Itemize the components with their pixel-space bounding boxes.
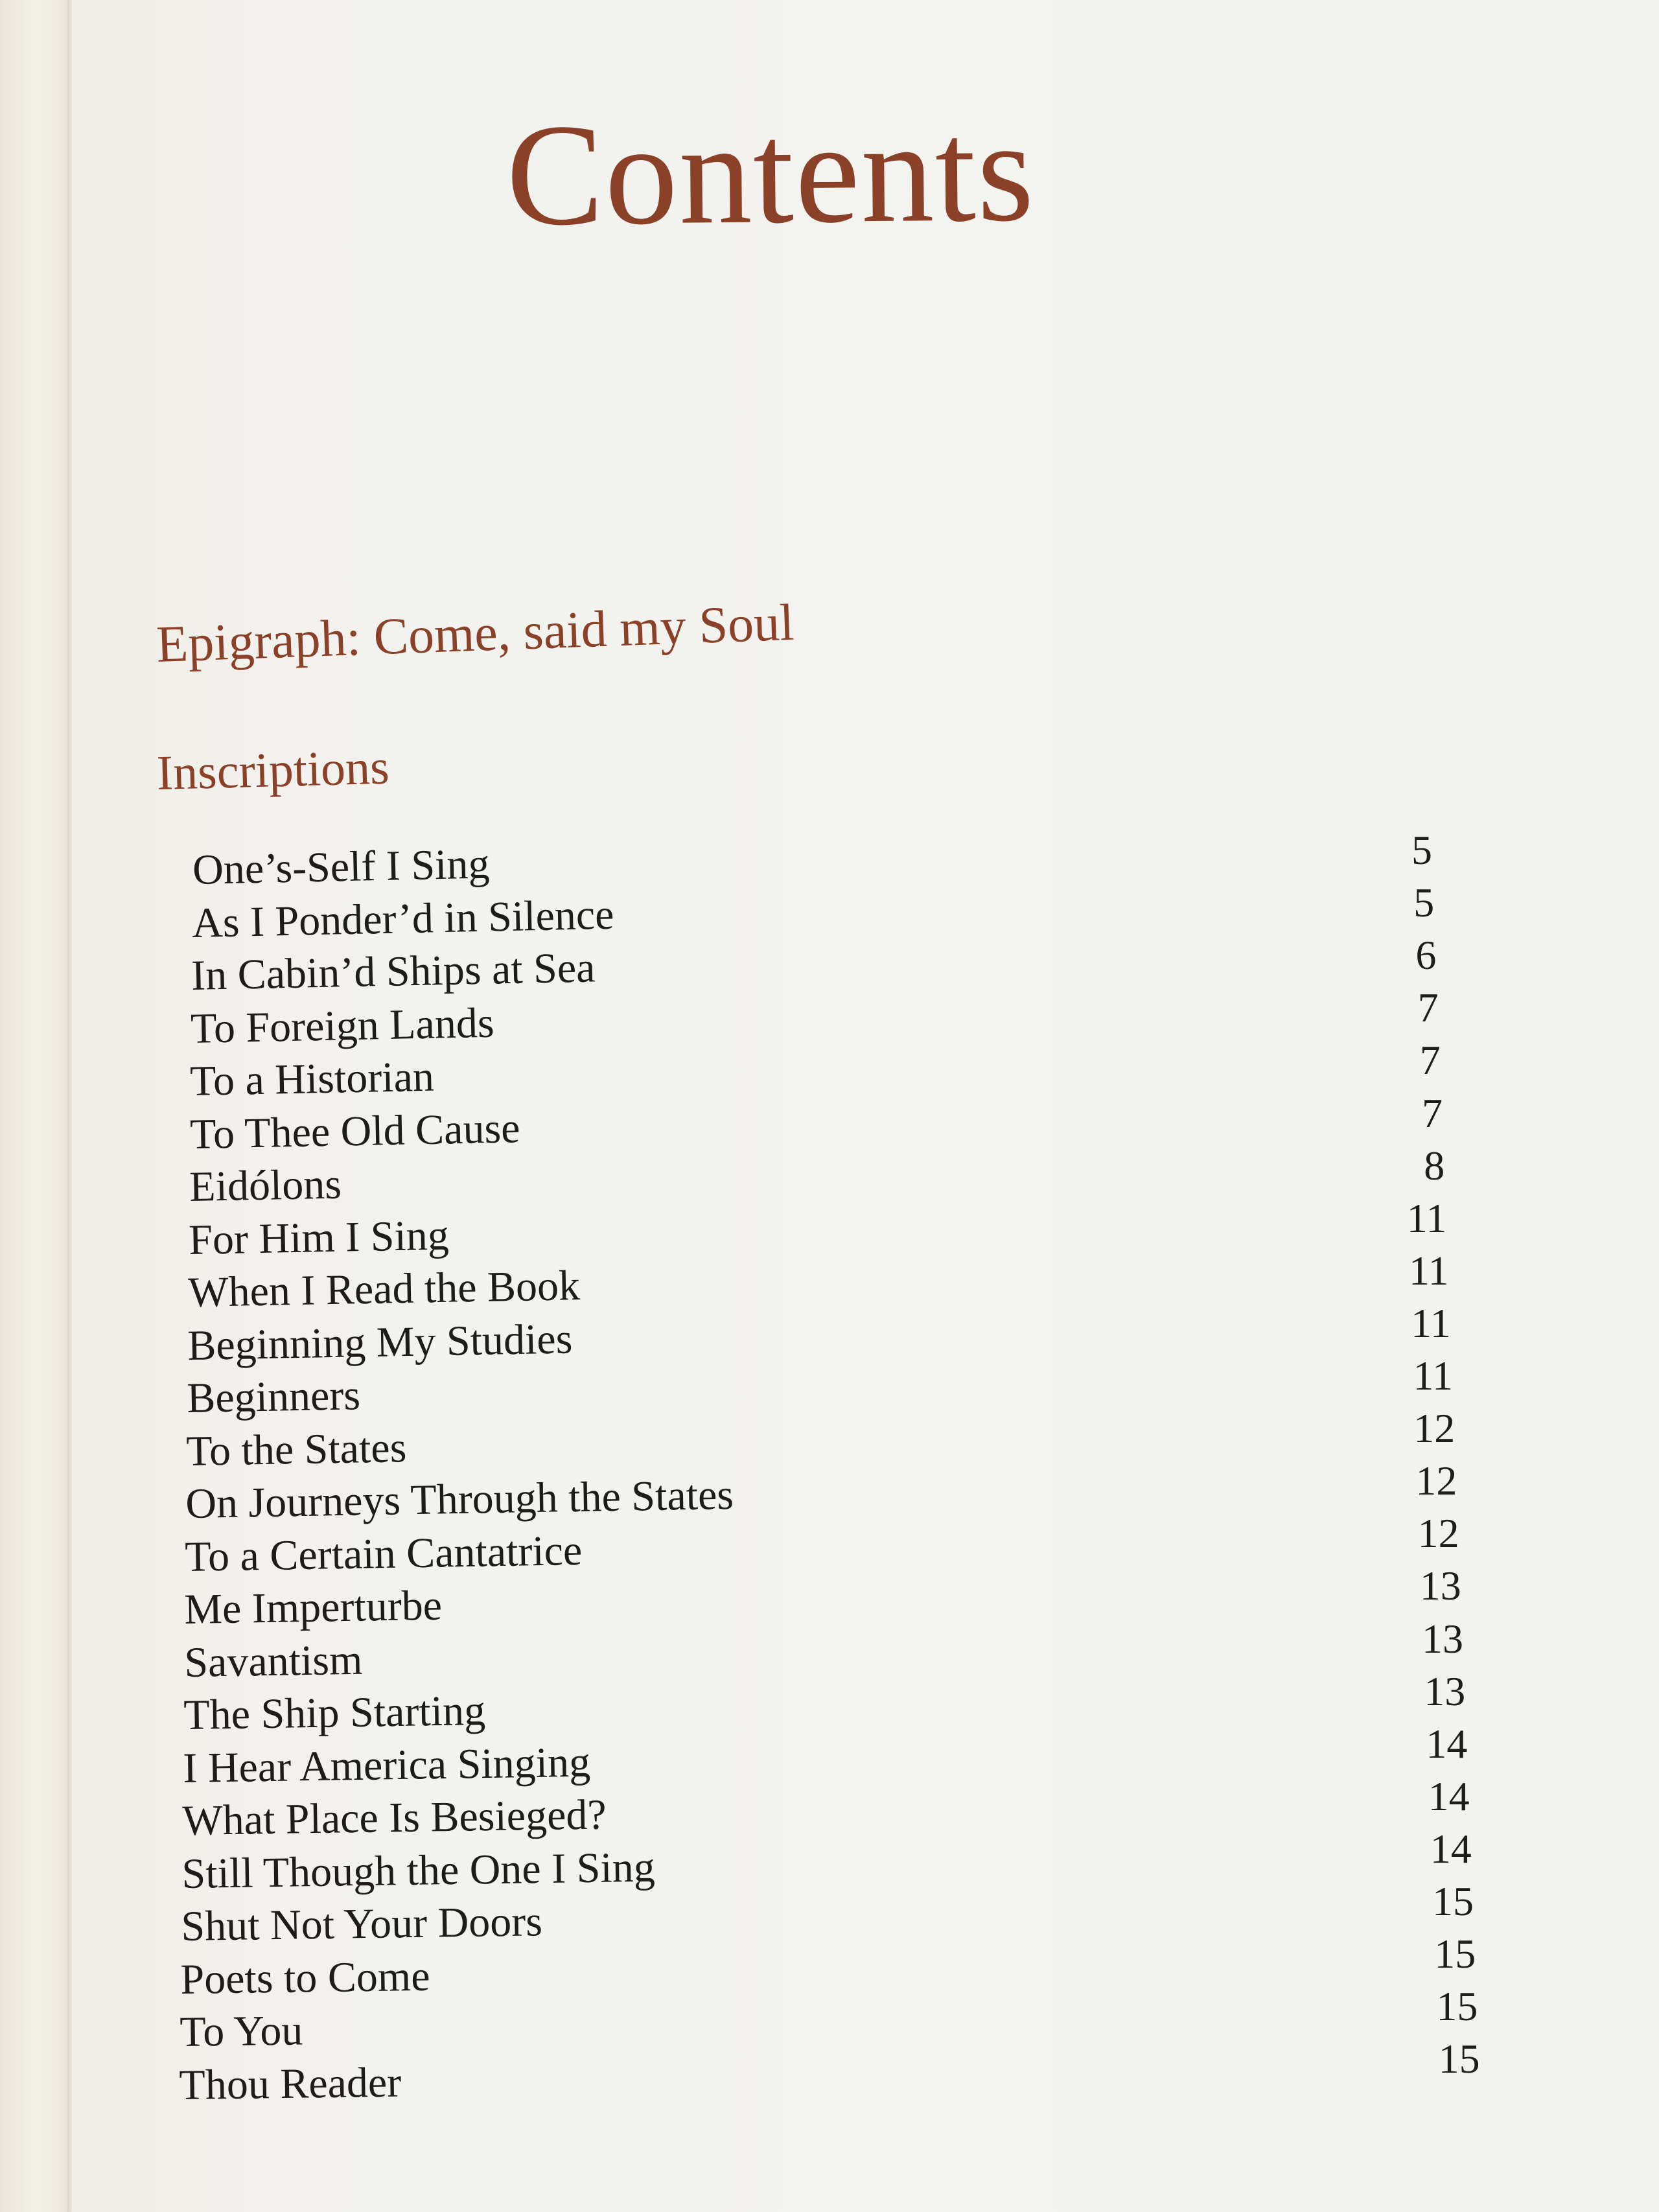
entry-title: When I Read the Book (187, 1262, 581, 1317)
entry-page-number: 15 (1434, 1931, 1476, 1977)
entry-title: Thou Reader (179, 2058, 402, 2109)
entry-page-number: 12 (1413, 1405, 1456, 1452)
entry-title: Eidólons (189, 1160, 342, 1211)
entry-page-number: 13 (1419, 1563, 1461, 1609)
epigraph-heading: Epigraph: Come, said my Soul (155, 594, 795, 674)
entry-title: Me Imperturbe (184, 1581, 443, 1634)
entry-title: On Journeys Through the States (185, 1471, 734, 1528)
entry-title: Beginners (186, 1371, 361, 1423)
section-heading: Inscriptions (156, 739, 390, 801)
entry-page-number: 11 (1411, 1299, 1451, 1346)
entry-title: To a Historian (189, 1053, 435, 1106)
entry-title: Beginning My Studies (187, 1314, 573, 1369)
entry-page-number: 11 (1413, 1353, 1453, 1399)
entry-title: As I Ponder’d in Silence (191, 891, 615, 947)
entry-title: To Thee Old Cause (189, 1104, 520, 1158)
entry-page-number: 15 (1432, 1878, 1474, 1924)
entry-page-number: 6 (1415, 932, 1437, 979)
entry-page-number: 7 (1419, 1037, 1441, 1084)
entry-title: Savantism (183, 1636, 363, 1686)
entry-title: Poets to Come (180, 1952, 431, 2003)
toc-entry (0, 2036, 1659, 2113)
entry-page-number: 14 (1428, 1773, 1470, 1819)
entry-page-number: 12 (1417, 1510, 1459, 1557)
entry-page-number: 11 (1408, 1247, 1449, 1294)
entry-title: Still Though the One I Sing (181, 1843, 656, 1898)
entry-page-number: 8 (1424, 1142, 1445, 1189)
entry-title: To Foreign Lands (190, 999, 495, 1053)
entry-title: I Hear America Singing (182, 1738, 591, 1792)
entry-page-number: 7 (1422, 1089, 1443, 1136)
entry-page-number: 14 (1430, 1825, 1472, 1872)
entry-page-number: 5 (1411, 827, 1432, 873)
entry-title: For Him I Sing (188, 1211, 450, 1264)
entry-page-number: 7 (1417, 984, 1439, 1031)
entry-page-number: 13 (1424, 1668, 1466, 1714)
entry-title: To the States (185, 1423, 408, 1475)
entry-title: What Place Is Besieged? (181, 1791, 607, 1845)
entry-title: In Cabin’d Ships at Sea (191, 944, 596, 1000)
entry-page-number: 12 (1415, 1458, 1457, 1504)
entry-title: To a Certain Cantatrice (185, 1526, 583, 1581)
entry-page-number: 13 (1422, 1615, 1463, 1662)
entry-title: Shut Not Your Doors (180, 1898, 543, 1951)
entry-page-number: 15 (1436, 1983, 1478, 2030)
entry-page-number: 15 (1438, 2036, 1480, 2082)
entry-title: To You (180, 2007, 303, 2056)
entry-title: The Ship Starting (183, 1686, 486, 1740)
page-title: Contents (505, 89, 1036, 256)
entry-page-number: 11 (1406, 1194, 1447, 1241)
entry-page-number: 5 (1413, 879, 1435, 926)
entry-page-number: 14 (1426, 1720, 1468, 1767)
entry-title: One’s-Self I Sing (192, 840, 491, 894)
